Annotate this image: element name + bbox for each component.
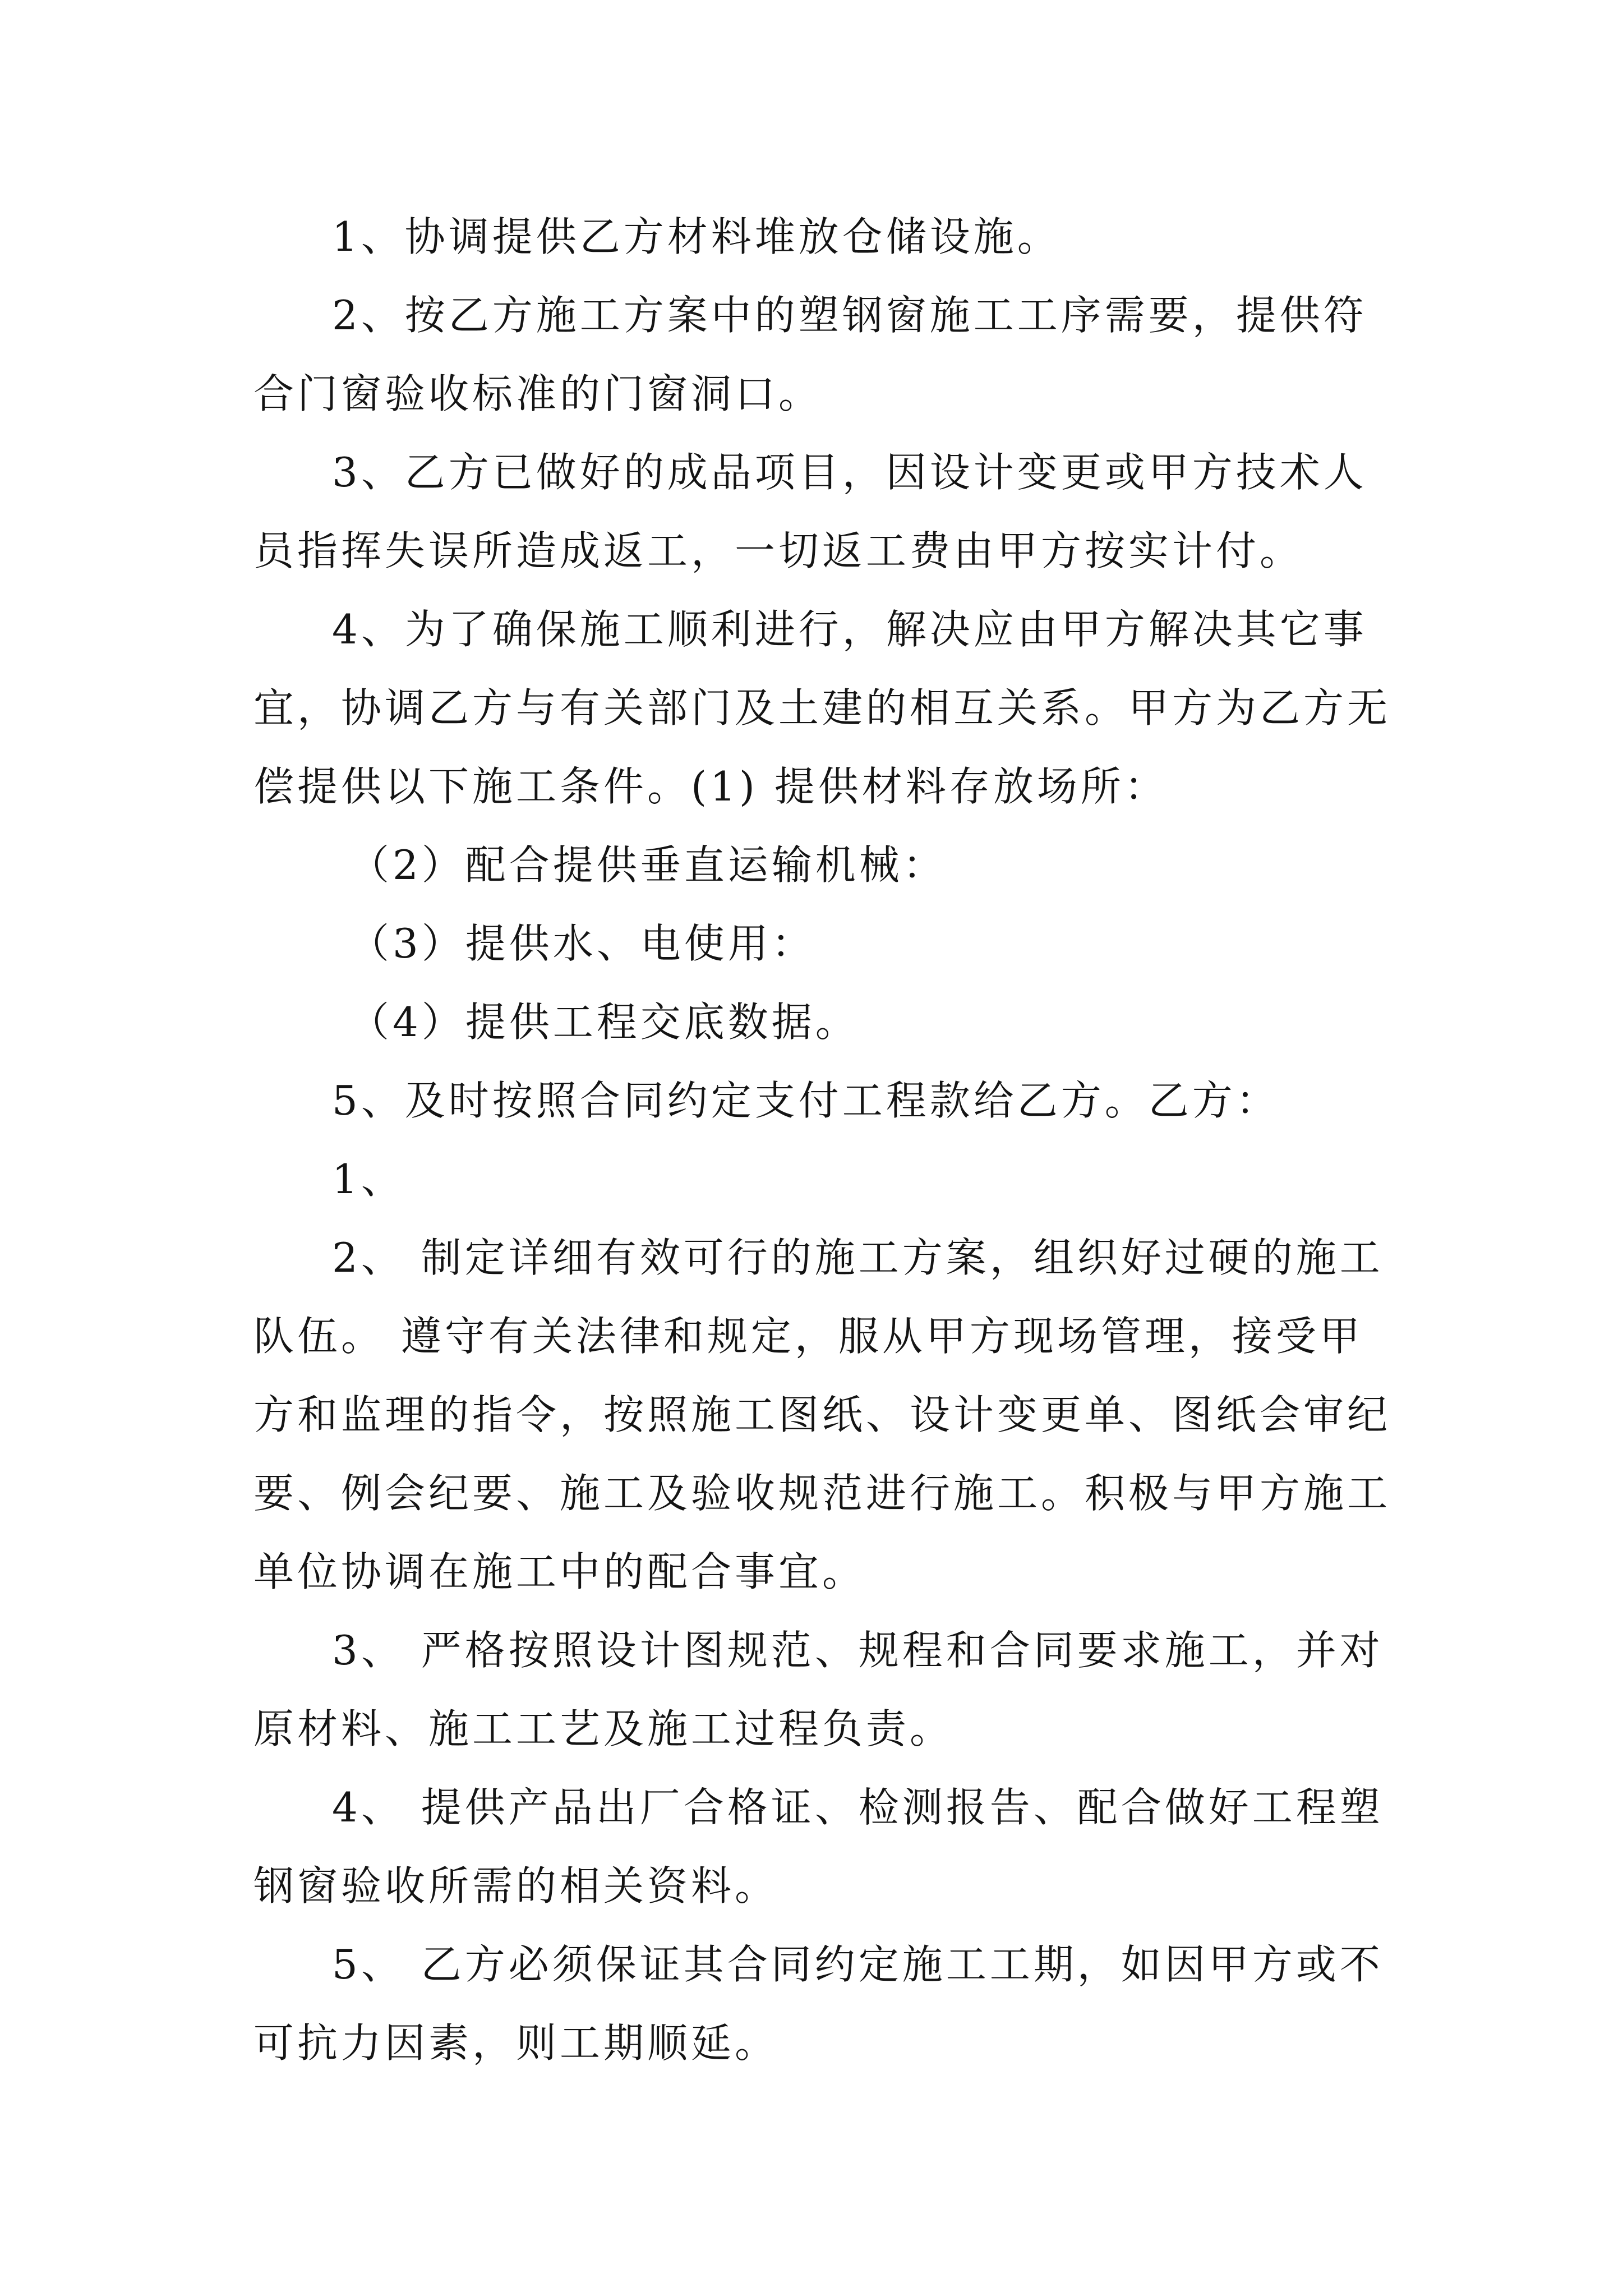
text-line: 钢窗验收所需的相关资料。 <box>253 1862 779 1910</box>
text-line: 队伍。 遵守有关法律和规定，服从甲方现场管理，接受甲 <box>253 1313 1363 1360</box>
text-line: 可抗力因素，则工期顺延。 <box>253 2019 779 2067</box>
text-line: 5、及时按照合同约定支付工程款给乙方。乙方： <box>332 1077 1280 1124</box>
text-line: 1、协调提供乙方材料堆放仓储设施。 <box>332 213 1061 260</box>
text-line: 4、为了确保施工顺利进行，解决应由甲方解决其它事 <box>332 606 1367 653</box>
text-line: 方和监理的指令，按照施工图纸、设计变更单、图纸会审纪 <box>253 1391 1391 1438</box>
text-line: 合门窗验收标准的门窗洞口。 <box>253 370 823 417</box>
text-line: 1、 <box>332 1156 405 1203</box>
text-line: 4、 提供产品出厂合格证、检测报告、配合做好工程塑 <box>332 1784 1384 1831</box>
text-line: 要、例会纪要、施工及验收规范进行施工。积极与甲方施工 <box>253 1470 1391 1517</box>
text-line: 原材料、施工工艺及施工过程负责。 <box>253 1705 954 1752</box>
text-line: 5、 乙方必须保证其合同约定施工工期，如因甲方或不 <box>332 1941 1384 1988</box>
text-line: 2、 制定详细有效可行的施工方案，组织好过硬的施工 <box>332 1234 1384 1281</box>
text-line: （2）配合提供垂直运输机械： <box>349 841 947 889</box>
text-line: 宜，协调乙方与有关部门及土建的相互关系。甲方为乙方无 <box>253 684 1391 731</box>
text-line: 2、按乙方施工方案中的塑钢窗施工工序需要，提供符 <box>332 292 1367 339</box>
text-line: （4）提供工程交底数据。 <box>349 999 859 1046</box>
text-line: 员指挥失误所造成返工，一切返工费由甲方按实计付。 <box>253 527 1304 574</box>
text-line: 3、 严格按照设计图规范、规程和合同要求施工，并对 <box>332 1627 1384 1674</box>
text-line: 3、乙方已做好的成品项目，因设计变更或甲方技术人 <box>332 449 1367 496</box>
text-line: （3）提供水、电使用： <box>349 920 815 967</box>
text-line: 偿提供以下施工条件。(1) 提供材料存放场所： <box>253 763 1168 810</box>
text-line: 单位协调在施工中的配合事宜。 <box>253 1548 866 1595</box>
